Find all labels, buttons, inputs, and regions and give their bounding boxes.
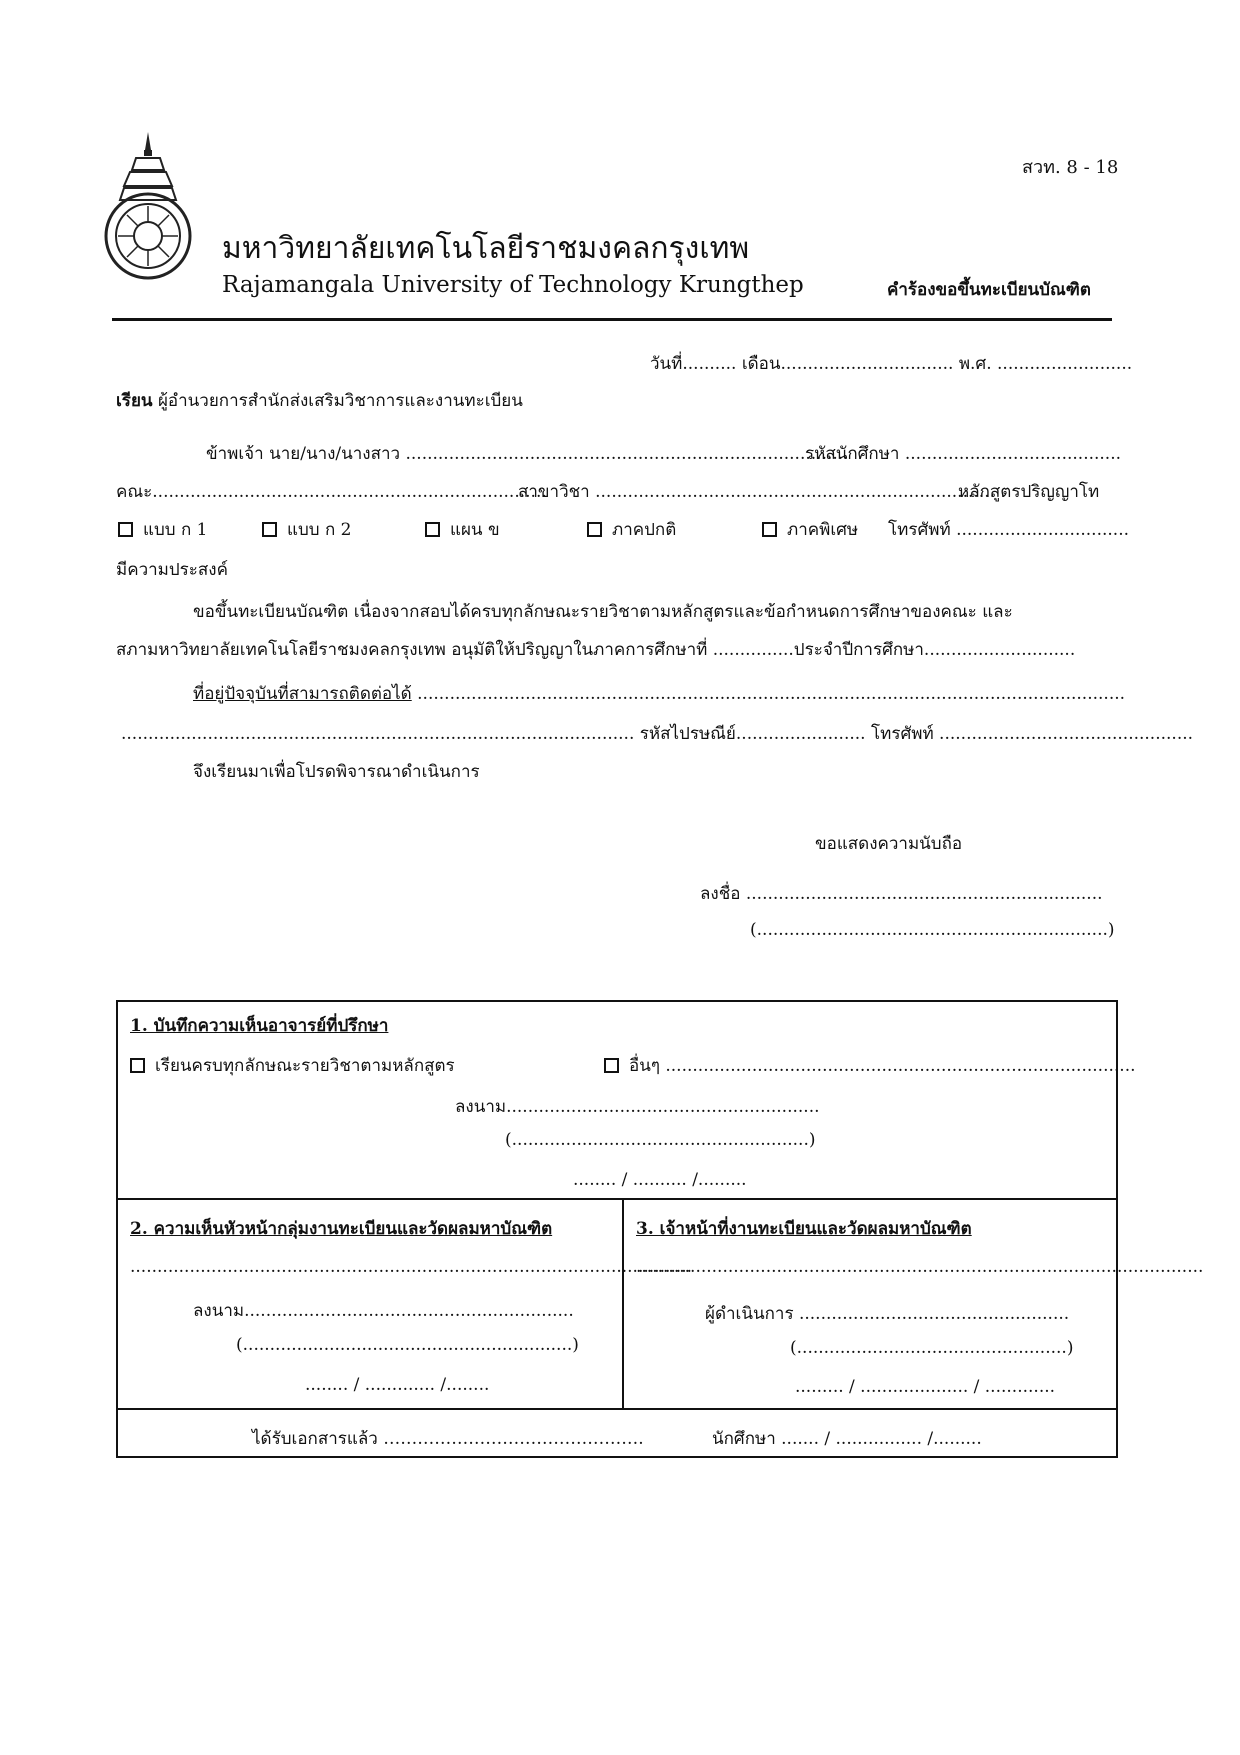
section2-comment-field[interactable]: ........................................................................................................ (130, 1257, 692, 1277)
section3-comment-field[interactable]: ......................................................................................................... (636, 1257, 1204, 1277)
form-title: คำร้องขอขึ้นทะเบียนบัณฑิต (887, 280, 1091, 300)
option-special[interactable]: ภาคพิเศษ (762, 516, 858, 543)
checkbox-icon[interactable] (262, 522, 277, 537)
receipt-received-field[interactable]: ได้รับเอกสารแล้ว ………………………………………. (252, 1429, 644, 1449)
header-divider (112, 318, 1112, 321)
section3-operator-field[interactable]: ผู้ดำเนินการ .................................................. (705, 1304, 1070, 1324)
regards-text: ขอแสดงความนับถือ (815, 834, 963, 854)
degree-label: หลักสูตรปริญญาโท (958, 482, 1100, 502)
section3-title: 3. เจ้าหน้าที่งานทะเบียนและวัดผลมหาบัณฑิต (636, 1219, 972, 1239)
section2-title: 2. ความเห็นหัวหน้ากลุ่มงานทะเบียนและวัดผลมหาบัณฑิต (130, 1219, 553, 1239)
recipient-label: เรียน (116, 391, 153, 411)
university-seal-icon (102, 130, 194, 282)
address-dots: ................................................................................................................................... (417, 684, 1126, 704)
section2-date-field[interactable]: ........ / ............. /........ (305, 1375, 490, 1395)
section1-signature-field[interactable]: ลงนาม.......................................................... (455, 1097, 820, 1117)
address-line1[interactable] (193, 680, 1125, 707)
section2-signature-field[interactable]: ลงนาม............................................................. (193, 1301, 574, 1321)
section1-option-other[interactable]: อื่นๆ ....................................................................................... (604, 1052, 1136, 1079)
date-line: วันที่.......... เดือน................................ พ.ศ. ......................... (650, 354, 1133, 374)
major-field[interactable]: สาขาวิชา .......................................................................... (518, 482, 996, 502)
checkbox-icon[interactable] (762, 522, 777, 537)
section1-date-field[interactable]: ........ / .......... /......... (573, 1170, 747, 1190)
checkbox-icon[interactable] (604, 1058, 619, 1073)
receipt-student-date-field[interactable]: นักศึกษา ....... / ................ /......... (712, 1429, 982, 1449)
closing-text: จึงเรียนมาเพื่อโปรดพิจารณาดำเนินการ (193, 762, 480, 782)
university-logo (102, 130, 194, 282)
recipient-line (116, 387, 523, 414)
option-plan-b[interactable]: แผน ข (425, 516, 500, 543)
section1-option-complete[interactable]: เรียนครบทุกลักษณะรายวิชาตามหลักสูตร (130, 1052, 455, 1079)
table-divider-1 (116, 1198, 1118, 1200)
checkbox-icon[interactable] (130, 1058, 145, 1073)
address-line2[interactable]: ............................................................................................... รหัสไปรษณีย์........................ โทรศัพท์ ............................................... (121, 724, 1194, 744)
table-vertical-divider (622, 1198, 624, 1410)
checkbox-icon[interactable] (587, 522, 602, 537)
option-plan-a1[interactable]: แบบ ก 1 (118, 516, 207, 543)
applicant-signature-field[interactable]: ลงชื่อ .................................................................. (700, 884, 1103, 904)
purpose-body-line1: ขอขึ้นทะเบียนบัณฑิต เนื่องจากสอบได้ครบทุกลักษณะรายวิชาตามหลักสูตรและข้อกำหนดการศึกษาของคณะ และ (193, 602, 1013, 622)
phone-field[interactable]: โทรศัพท์ ................................ (888, 520, 1129, 540)
applicant-printed-name-field[interactable]: (.................................................................) (750, 920, 1115, 940)
applicant-name-field[interactable]: ข้าพเจ้า นาย/นาง/นางสาว .................................................................................. (206, 444, 849, 464)
university-name-thai: มหาวิทยาลัยเทคโนโลยีราชมงคลกรุงเทพ (222, 231, 750, 266)
checkbox-icon[interactable] (118, 522, 133, 537)
table-divider-2 (116, 1408, 1118, 1410)
recipient-text: ผู้อำนวยการสำนักส่งเสริมวิชาการและงานทะเบียน (157, 391, 523, 411)
section1-title: 1. บันทึกความเห็นอาจารย์ที่ปรึกษา (130, 1016, 389, 1036)
address-label: ที่อยู่ปัจจุบันที่สามารถติดต่อได้ (193, 684, 412, 704)
checkbox-icon[interactable] (425, 522, 440, 537)
purpose-body-line2: สภามหาวิทยาลัยเทคโนโลยีราชมงคลกรุงเทพ อนุมัติให้ปริญญาในภาคการศึกษาที่ ...............ประจำปีการศึกษา............................ (116, 640, 1076, 660)
form-code: สวท. 8 - 18 (1022, 157, 1119, 178)
section1-name-field[interactable]: (.......................................................) (505, 1130, 816, 1150)
section2-name-field[interactable]: (.............................................................) (236, 1335, 579, 1355)
purpose-label: มีความประสงค์ (116, 560, 228, 580)
section3-name-field[interactable]: (..................................................) (790, 1338, 1074, 1358)
university-name-english: Rajamangala University of Technology Krungthep (222, 272, 804, 298)
student-id-field[interactable]: รหัสนักศึกษา ........................................ (805, 444, 1122, 464)
option-plan-a2[interactable]: แบบ ก 2 (262, 516, 351, 543)
faculty-field[interactable]: คณะ......................................................................... (116, 482, 547, 502)
option-regular[interactable]: ภาคปกติ (587, 516, 676, 543)
section3-date-field[interactable]: ......... / .................... / ............. (795, 1377, 1056, 1397)
